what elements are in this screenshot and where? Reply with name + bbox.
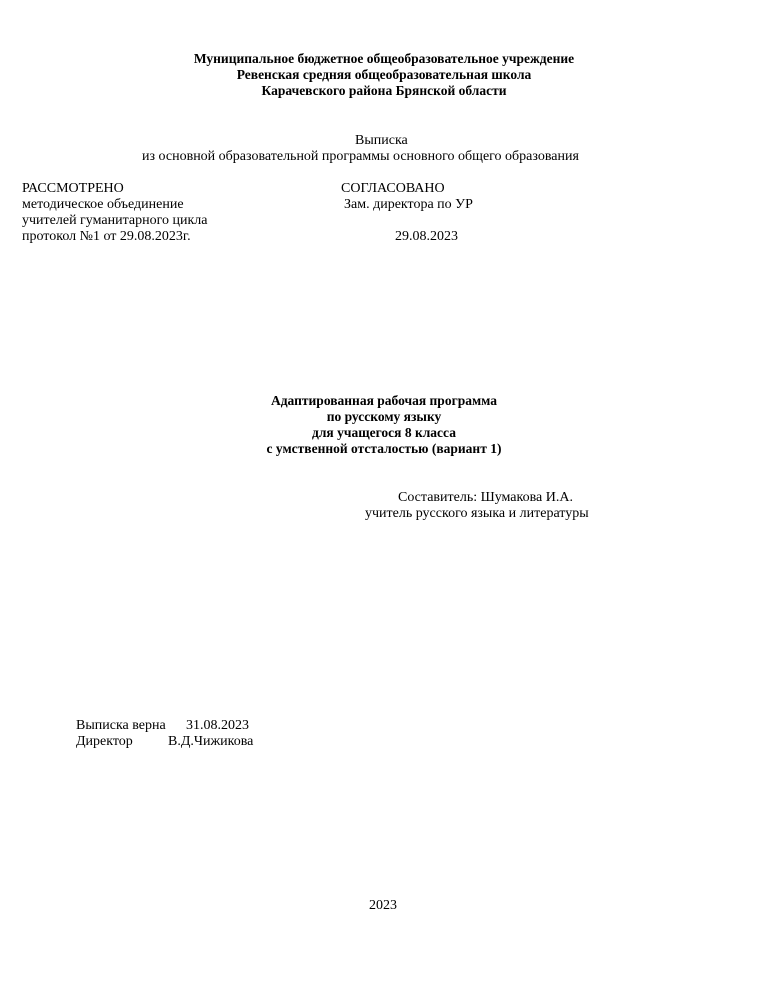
director-label: Директор xyxy=(76,734,133,749)
extract-subtitle: из основной образовательной программы основного общего образования xyxy=(142,149,579,164)
reviewed-body-line: методическое объединение xyxy=(22,197,184,212)
program-title: Адаптированная рабочая программа xyxy=(270,393,498,408)
agreed-heading: СОГЛАСОВАНО xyxy=(341,181,445,196)
certification-label: Выписка верна xyxy=(76,718,166,733)
program-grade: для учащегося 8 класса xyxy=(312,425,456,440)
author-name: Составитель: Шумакова И.А. xyxy=(398,490,573,505)
certification-date: 31.08.2023 xyxy=(186,718,249,733)
author-position: учитель русского языка и литературы xyxy=(365,506,589,521)
footer-year: 2023 xyxy=(369,898,397,913)
reviewed-protocol: протокол №1 от 29.08.2023г. xyxy=(22,229,191,244)
school-type-line: Муниципальное бюджетное общеобразовательное учреждение xyxy=(193,51,575,66)
reviewed-heading: РАССМОТРЕНО xyxy=(22,181,124,196)
school-region-line: Карачевского района Брянской области xyxy=(261,83,507,98)
program-subject: по русскому языку xyxy=(326,409,442,424)
director-name: В.Д.Чижикова xyxy=(168,734,254,749)
agreed-date: 29.08.2023 xyxy=(395,229,458,244)
program-variant: с умственной отсталостью (вариант 1) xyxy=(266,441,502,456)
extract-title: Выписка xyxy=(355,133,408,148)
school-name-line: Ревенская средняя общеобразовательная школа xyxy=(236,67,532,82)
reviewed-body-line: учителей гуманитарного цикла xyxy=(22,213,208,228)
agreed-position: Зам. директора по УР xyxy=(344,197,473,212)
